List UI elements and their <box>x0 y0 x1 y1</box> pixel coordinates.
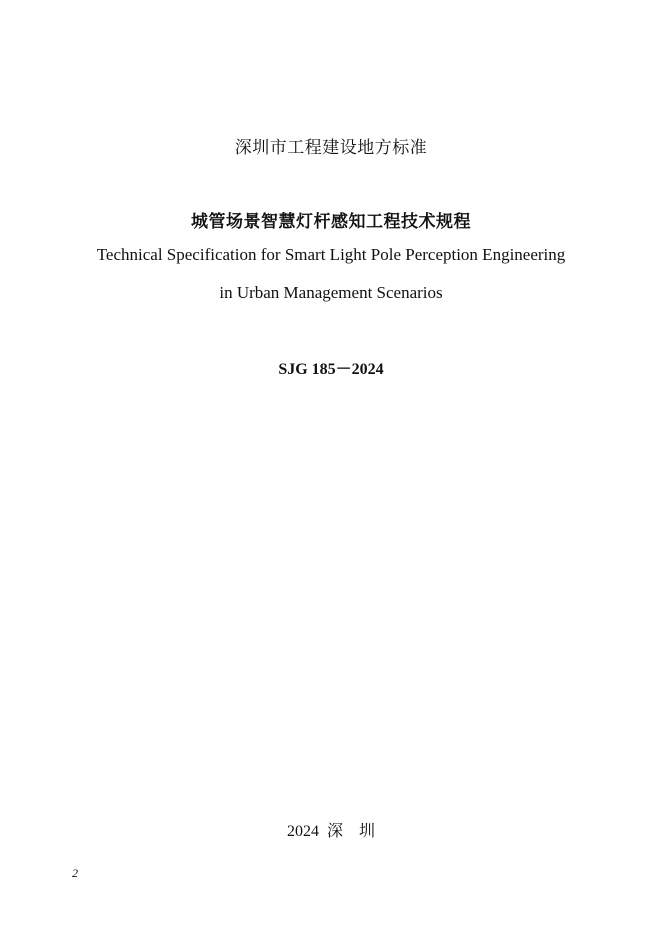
title-english-line-1: Technical Specification for Smart Light Pole Perception Engineering <box>96 245 566 264</box>
page-number: 2 <box>72 866 78 880</box>
publication-city: 深 圳 <box>326 821 375 840</box>
title-english-line-2: in Urban Management Scenarios <box>219 283 443 302</box>
publication-year: 2024 <box>286 823 319 840</box>
title-chinese: 城管场景智慧灯杆感知工程技术规程 <box>191 212 471 232</box>
standard-code: SJG 185－2024 <box>278 361 384 378</box>
standard-issuer: 深圳市工程建设地方标准 <box>234 138 428 158</box>
publication-place-date <box>0 818 662 841</box>
